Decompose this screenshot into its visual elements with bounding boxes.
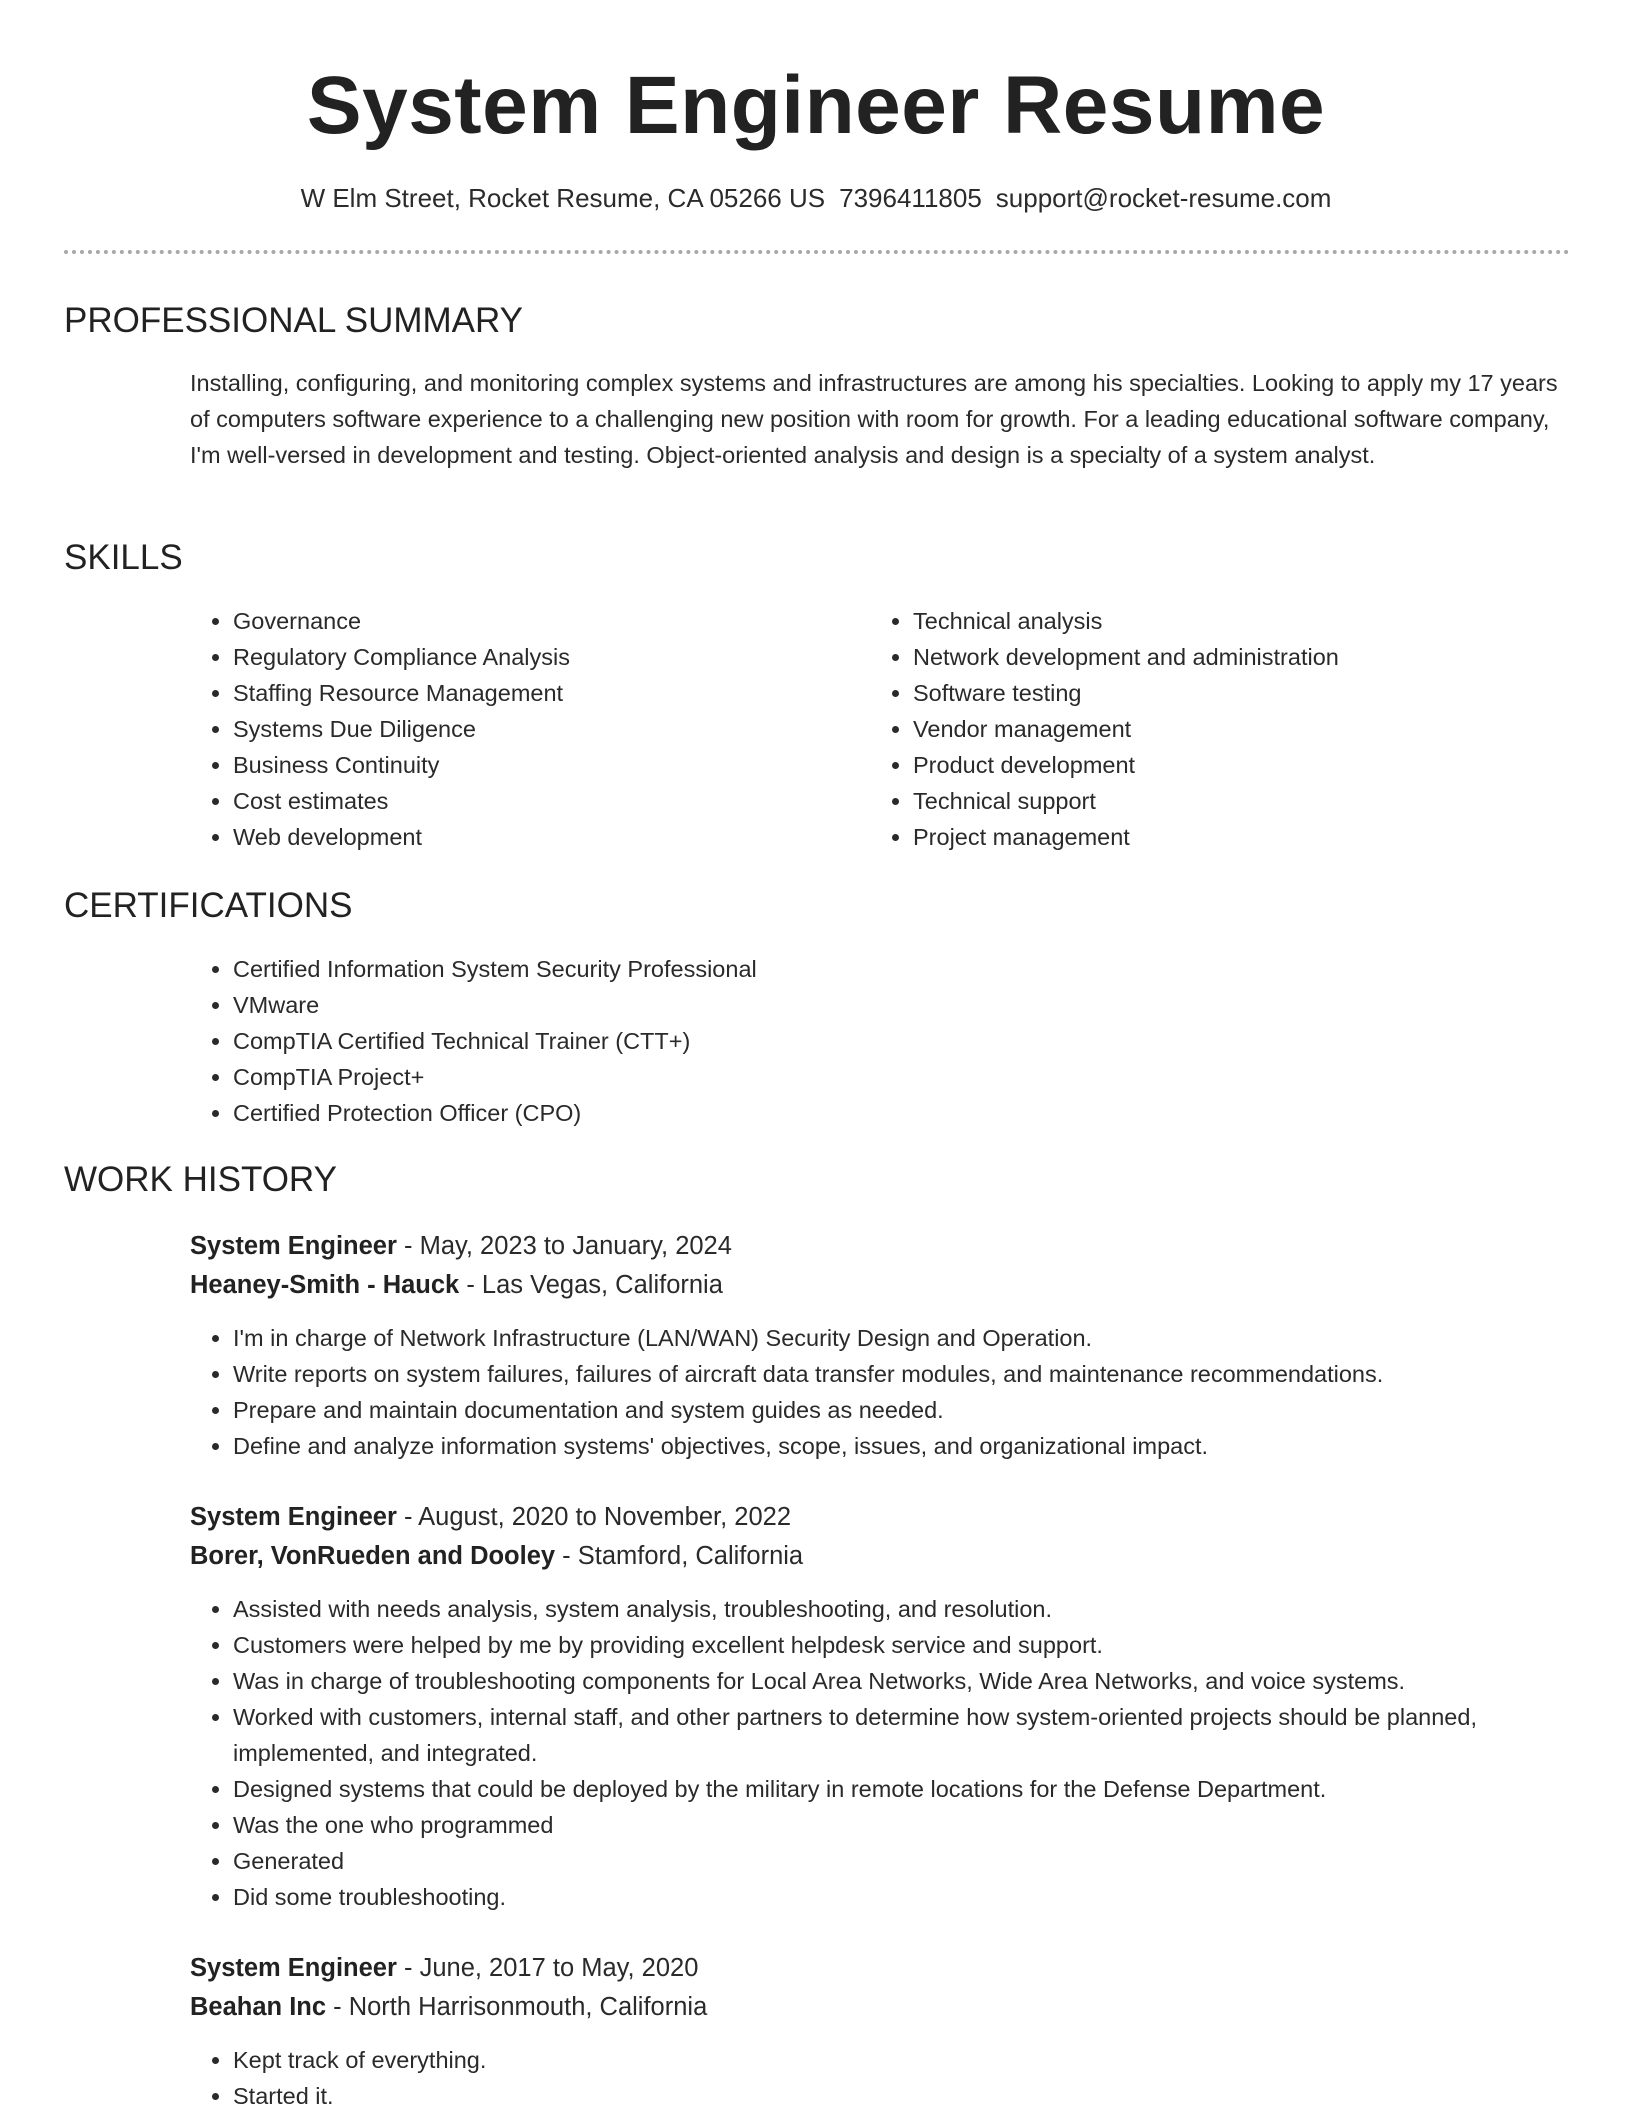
skill-item: • Software testing xyxy=(913,675,1593,711)
skill-item: • Technical analysis xyxy=(913,603,1593,639)
certification-item: • VMware xyxy=(233,987,1613,1023)
job-company: Borer, VonRueden and Dooley xyxy=(190,1542,556,1570)
contact-phone: 7396411805 xyxy=(839,183,982,213)
contact-line xyxy=(0,181,1632,215)
job-company-line xyxy=(190,1988,707,2026)
job-bullets xyxy=(190,1320,1613,1464)
certification-item: • CompTIA Project+ xyxy=(233,1059,1613,1095)
job-bullet: • Prepare and maintain documentation and system guides as needed. xyxy=(233,1392,1613,1428)
skills-list-left xyxy=(190,603,833,855)
skill-item: • Cost estimates xyxy=(233,783,833,819)
job-bullet: • Worked with customers, internal staff, and other partners to determine how system-oriented projects should be planned, implemented, and integrated. xyxy=(233,1699,1613,1771)
job-role: System Engineer xyxy=(190,1503,397,1531)
job-dates: - June, 2017 to May, 2020 xyxy=(396,1954,699,1982)
job-location: - Stamford, California xyxy=(555,1542,804,1570)
job-title-line xyxy=(190,1227,732,1265)
certifications-heading: CERTIFICATIONS xyxy=(64,886,353,925)
job-bullet: • Generated xyxy=(233,1843,1613,1879)
skill-item: • Systems Due Diligence xyxy=(233,711,833,747)
summary-heading: PROFESSIONAL SUMMARY xyxy=(64,301,523,340)
job-bullet: • Was in charge of troubleshooting components for Local Area Networks, Wide Area Networks, and voice systems. xyxy=(233,1663,1613,1699)
work-history-heading: WORK HISTORY xyxy=(64,1160,337,1199)
job-title-line xyxy=(190,1498,791,1536)
job-company: Heaney-Smith - Hauck xyxy=(190,1271,460,1299)
skills-heading: SKILLS xyxy=(64,538,183,577)
job-bullet: • Define and analyze information systems' objectives, scope, issues, and organizational impact. xyxy=(233,1428,1613,1464)
skill-item: • Technical support xyxy=(913,783,1593,819)
header-divider xyxy=(64,250,1570,254)
job-bullet: • Started it. xyxy=(233,2078,1613,2114)
job-bullet: • Assisted with needs analysis, system analysis, troubleshooting, and resolution. xyxy=(233,1591,1613,1627)
job-bullet: • Designed systems that could be deployed by the military in remote locations for the Defense Department. xyxy=(233,1771,1613,1807)
job-bullet: • Kept track of everything. xyxy=(233,2042,1613,2078)
skill-item: • Governance xyxy=(233,603,833,639)
summary-text: Installing, configuring, and monitoring complex systems and infrastructures are among his specialties. Looking to apply my 17 years of computers software experience to a challenging new position with room for growth. For a leading educational software company, I'm well-versed in development and testing. Object-oriented analysis and design is a specialty of a system analyst. xyxy=(190,370,1558,468)
skill-item: • Project management xyxy=(913,819,1593,855)
skill-item: • Network development and administration xyxy=(913,639,1593,675)
job-dates: - August, 2020 to November, 2022 xyxy=(396,1503,792,1531)
job-bullets xyxy=(190,2042,1613,2114)
job-company-line xyxy=(190,1266,723,1304)
job-bullets xyxy=(190,1591,1613,1915)
job-title-line xyxy=(190,1949,698,1987)
job-dates: - May, 2023 to January, 2024 xyxy=(396,1232,732,1260)
skill-item: • Vendor management xyxy=(913,711,1593,747)
job-location: - Las Vegas, California xyxy=(459,1271,723,1299)
job-role: System Engineer xyxy=(190,1232,397,1260)
skill-item: • Business Continuity xyxy=(233,747,833,783)
certification-item: • Certified Information System Security Professional xyxy=(233,951,1613,987)
certification-item: • CompTIA Certified Technical Trainer (CTT+) xyxy=(233,1023,1613,1059)
certification-item: • Certified Protection Officer (CPO) xyxy=(233,1095,1613,1131)
job-bullet: • Did some troubleshooting. xyxy=(233,1879,1613,1915)
job-role: System Engineer xyxy=(190,1954,397,1982)
job-location: - North Harrisonmouth, California xyxy=(326,1993,708,2021)
job-bullet: • Write reports on system failures, failures of aircraft data transfer modules, and maintenance recommendations. xyxy=(233,1356,1613,1392)
contact-address: W Elm Street, Rocket Resume, CA 05266 US xyxy=(300,183,826,213)
skill-item: • Product development xyxy=(913,747,1593,783)
job-company-line xyxy=(190,1537,803,1575)
skill-item: • Regulatory Compliance Analysis xyxy=(233,639,833,675)
resume-title: System Engineer Resume xyxy=(306,60,1326,151)
skills-list-right xyxy=(870,603,1593,855)
skill-item: • Staffing Resource Management xyxy=(233,675,833,711)
job-bullet: • Customers were helped by me by providing excellent helpdesk service and support. xyxy=(233,1627,1613,1663)
job-bullet: • I'm in charge of Network Infrastructure (LAN/WAN) Security Design and Operation. xyxy=(233,1320,1613,1356)
job-company: Beahan Inc xyxy=(190,1993,327,2021)
job-bullet: • Was the one who programmed xyxy=(233,1807,1613,1843)
skill-item: • Web development xyxy=(233,819,833,855)
contact-email: support@rocket-resume.com xyxy=(995,183,1332,213)
certifications-list xyxy=(190,951,1613,1131)
